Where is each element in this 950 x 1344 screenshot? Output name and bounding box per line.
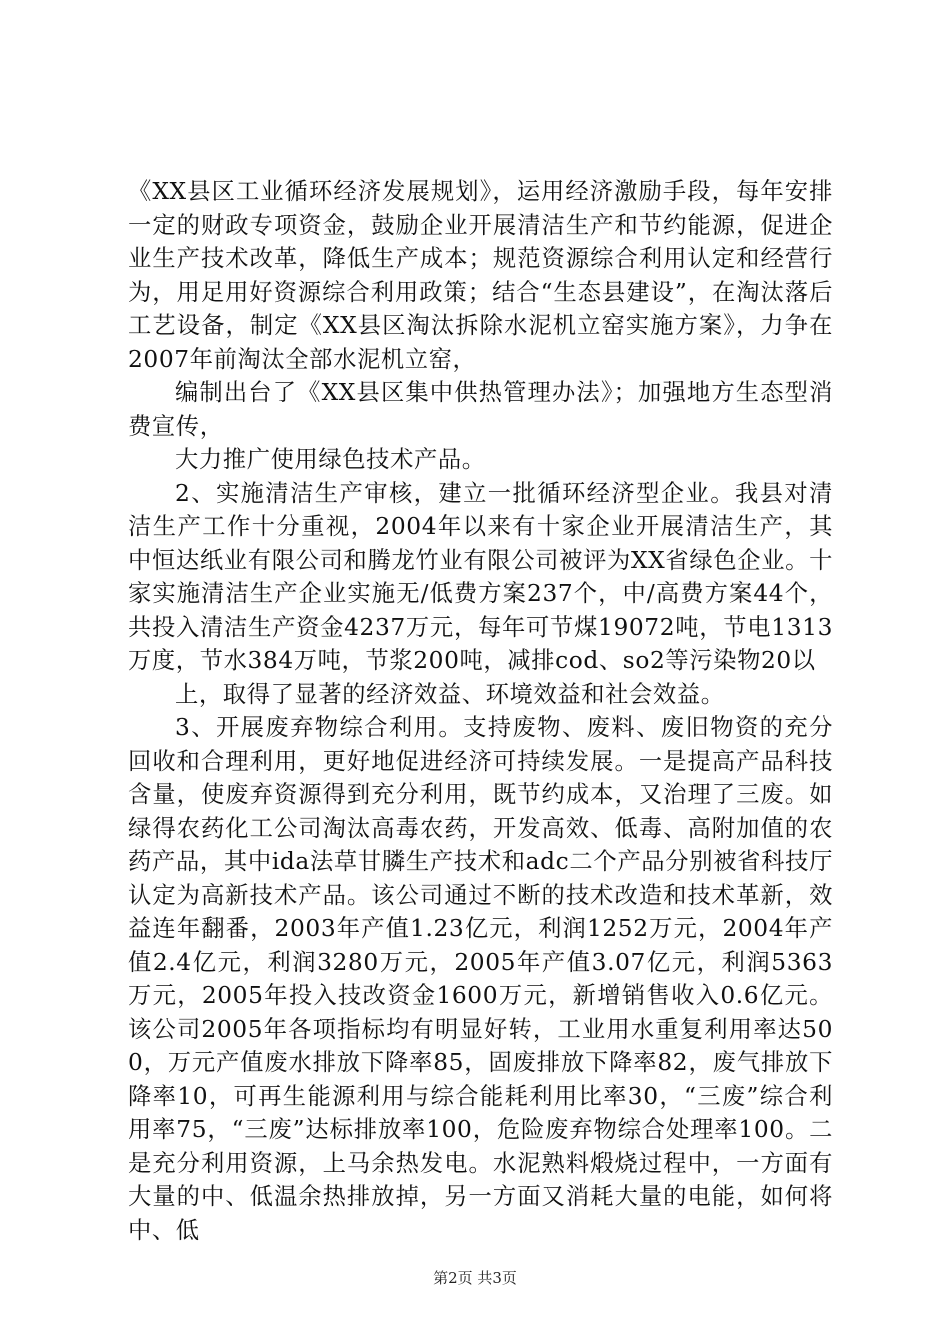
paragraph-heating-measures: 编制出台了《XX县区集中供热管理办法》；加强地方生态型消费宣传， — [128, 379, 833, 440]
paragraph-continuation: 《XX县区工业循环经济发展规划》，运用经济激励手段，每年安排一定的财政专项资金，鼓励企业开展清洁生产和节约能源，促进企业生产技术改革，降低生产成本；规范资源综合利用认定和经营行为，用足用好资源综合利用政策；结合“生态县建设”，在淘汰落后工艺设备，制定《XX县区淘汰拆除水泥机立窑实施方案》，力争在2007年前淘汰全部水泥机立窑， — [128, 178, 833, 373]
document-body — [128, 175, 833, 1247]
paragraph-waste-utilization: 3、开展废弃物综合利用。支持废物、废料、废旧物资的充分回收和合理利用，更好地促进经济可持续发展。一是提高产品科技含量，使废弃资源得到充分利用，既节约成本，又治理了三废。如绿得农药化工公司淘汰高毒农药，开发高效、低毒、高附加值的农药产品，其中ida法草甘膦生产技术和adc二个产品分别被省科技厅认定为高新技术产品。该公司通过不断的技术改造和技术革新，效益连年翻番，2003年产值1.23亿元，利润1252万元，2004年产值2.4亿元，利润3280万元，2005年产值3.07亿元，利润5363万元，2005年投入技改资金1600万元，新增销售收入0.6亿元。该公司2005年各项指标均有明显好转，工业用水重复利用率达500，万元产值废水排放下降率85，固废排放下降率82，废气排放下降率10，可再生能源利用与综合能耗利用比率30，“三废”综合利用率75，“三废”达标排放率100，危险废弃物综合处理率100。二是充分利用资源，上马余热发电。水泥熟料煅烧过程中，一方面有大量的中、低温余热排放掉，另一方面又消耗大量的电能，如何将中、低 — [128, 714, 833, 1244]
page-number-footer: 第2页 共3页 — [433, 1269, 517, 1287]
paragraph-cleaner-production: 2、实施清洁生产审核，建立一批循环经济型企业。我县对清洁生产工作十分重视，2004年以来有十家企业开展清洁生产，其中恒达纸业有限公司和腾龙竹业有限公司被评为XX省绿色企业。十家实施清洁生产企业实施无/低费方案237个，中/高费方案44个，共投入清洁生产资金4237万元，每年可节煤19072吨，节电1313万度，节水384万吨，节浆200吨，减排cod、so2等污染物20以 — [128, 479, 833, 674]
paragraph-green-products: 大力推广使用绿色技术产品。 — [175, 446, 486, 473]
paragraph-benefits: 上，取得了显著的经济效益、环境效益和社会效益。 — [175, 680, 725, 708]
